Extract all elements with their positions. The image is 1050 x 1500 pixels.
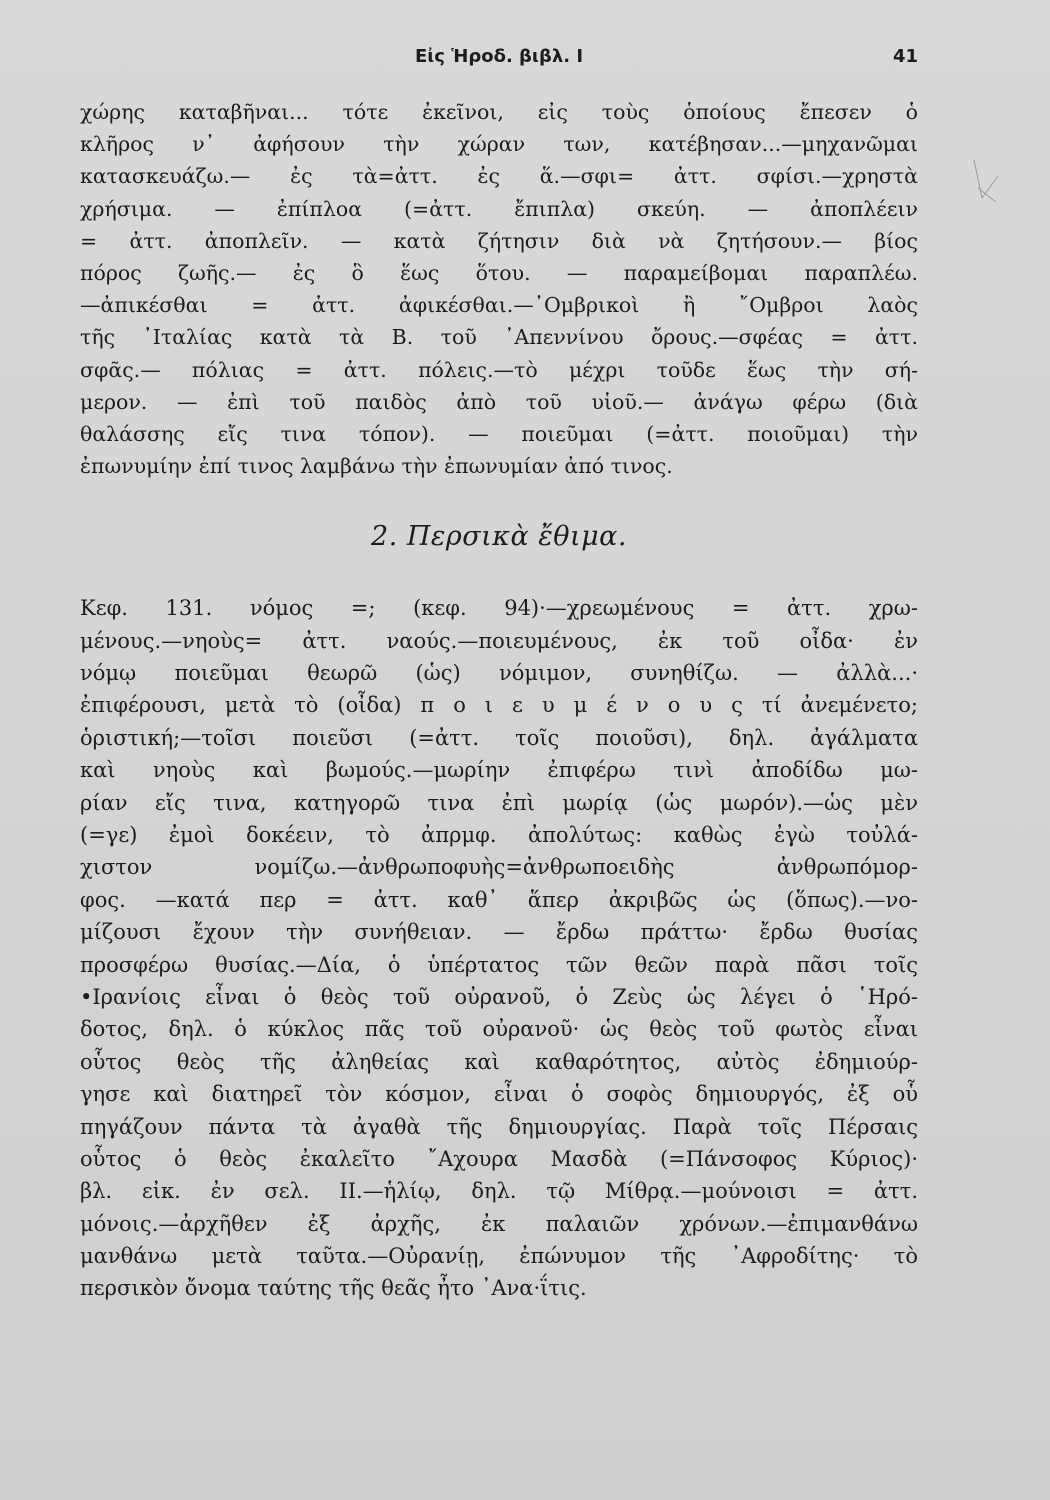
commentary-paragraph-1 <box>80 96 918 482</box>
running-title: Εἰς Ἡροδ. βιβλ. I <box>414 46 584 67</box>
text-line: πηγάζουν πάντα τὰ ἀγαθὰ τῆς δημιουργίας. Παρὰ τοῖς Πέρσαις <box>80 1114 918 1139</box>
text-line: —ἀπικέσθαι = ἀττ. ἀφικέσθαι.—᾽Ομβρικοὶ ἢ ῎Ομβροι λαὸς <box>80 293 918 318</box>
text-line: χρήσιμα. — ἐπίπλοα (=ἀττ. ἔπιπλα) σκεύη. — ἀποπλέειν <box>80 196 918 221</box>
text-line: βλ. εἰκ. ἐν σελ. II.—ἡλίῳ, δηλ. τῷ Μίθρᾳ.—μούνοισι = ἀττ. <box>80 1179 918 1204</box>
text-line: τῆς ᾽Ιταλίας κατὰ τὰ Β. τοῦ ᾽Απεννίνου ὄρους.—σφέας = ἀττ. <box>80 325 918 350</box>
text-line: μανθάνω μετὰ ταῦτα.—Οὐρανίῃ, ἐπώνυμον τῆς ᾽Αφροδίτης· τὸ <box>80 1244 918 1269</box>
text-line: οὗτος θεὸς τῆς ἀληθείας καὶ καθαρότητος, αὐτὸς ἐδημιούρ- <box>80 1049 918 1074</box>
text-line: ἐπιφέρουσι, μετὰ τὸ (οἶδα) π ο ι ε υ μ έ ν ο υ ς τί ἀνεμένετο; <box>80 693 918 718</box>
text-line: πόρος ζωῆς.— ἐς ὃ ἕως ὅτου. — παραμείβομαι παραπλέω. <box>80 260 918 285</box>
text-line: καὶ νηοὺς καὶ βωμούς.—μωρίην ἐπιφέρω τινὶ ἀποδίδω μω- <box>80 758 918 783</box>
text-line: περσικὸν ὄνομα ταύτης τῆς θεᾶς ἦτο ᾽Ανα·ΐτις. <box>80 1276 587 1301</box>
page-header <box>80 46 918 74</box>
page-body <box>80 96 918 1305</box>
commentary-paragraph-2 <box>80 592 918 1305</box>
text-line: ὁριστική;—τοῖσι ποιεῦσι (=ἀττ. τοῖς ποιοῦσι), δηλ. ἀγάλματα <box>80 725 918 750</box>
text-line: ρίαν εἴς τινα, κατηγορῶ τινα ἐπὶ μωρίᾳ (ὡς μωρόν).—ὡς μὲν <box>80 790 918 815</box>
text-line: ἐπωνυμίην ἐπί τινος λαμβάνω τὴν ἐπωνυμίαν ἀπό τινος. <box>80 454 673 479</box>
text-line: μόνοις.—ἀρχῆθεν ἐξ ἀρχῆς, ἐκ παλαιῶν χρόνων.—ἐπιμανθάνω <box>80 1211 918 1236</box>
page-number: 41 <box>892 46 918 67</box>
text-line: μερον. — ἐπὶ τοῦ παιδὸς ἀπὸ τοῦ υἱοῦ.— ἀνάγω φέρω (διὰ <box>80 389 918 414</box>
text-line: νόμῳ ποιεῦμαι θεωρῶ (ὡς) νόμιμον, συνηθίζω. — ἀλλὰ...· <box>80 661 918 686</box>
text-line: Κεφ. 131. νόμος =; (κεφ. 94)·—χρεωμένους = ἀττ. χρω- <box>80 596 918 621</box>
text-line: = ἀττ. ἀποπλεῖν. — κατὰ ζήτησιν διὰ νὰ ζητήσουν.— βίος <box>80 228 918 253</box>
text-line: μένους.—νηοὺς= ἀττ. ναούς.—ποιευμένους, ἐκ τοῦ οἶδα· ἐν <box>80 628 918 653</box>
text-line: φος. —κατά περ = ἀττ. καθ᾽ ἅπερ ἀκριβῶς ὡς (ὅπως).—νο- <box>80 887 918 912</box>
text-line: (=γε) ἐμοὶ δοκέειν, τὸ ἀπρμφ. ἀπολύτως: καθὼς ἐγὼ τοὐλά- <box>80 822 918 847</box>
text-line: σφᾶς.— πόλιας = ἀττ. πόλεις.—τὸ μέχρι τοῦδε ἕως τὴν σή- <box>80 357 918 382</box>
text-line: οὗτος ὁ θεὸς ἐκαλεῖτο ῎Αχουρα Μασδὰ (=Πάνσοφος Κύριος)· <box>80 1146 918 1171</box>
text-line: κλῆρος ν᾽ ἀφήσουν τὴν χώραν των, κατέβησαν...—μηχανῶμαι <box>80 132 918 157</box>
text-line: χώρης καταβῆναι... τότε ἐκεῖνοι, εἰς τοὺς ὁποίους ἔπεσεν ὁ <box>80 100 918 124</box>
text-line: μίζουσι ἔχουν τὴν συνήθειαν. — ἔρδω πράττω· ἔρδω θυσίας <box>80 920 918 945</box>
text-line: χιστον νομίζω.—ἀνθρωποφυὴς=ἀνθρωποειδὴς ἀνθρωπόμορ- <box>80 855 918 880</box>
text-line: •Ιρανίοις εἶναι ὁ θεὸς τοῦ οὐρανοῦ, ὁ Ζεὺς ὡς λέγει ὁ ῾Ηρό- <box>80 984 918 1009</box>
pencil-mark-icon <box>968 158 1004 208</box>
section-heading: 2. Περσικὰ ἔθιμα. <box>371 521 627 553</box>
text-line: δοτος, δηλ. ὁ κύκλος πᾶς τοῦ οὐρανοῦ· ὡς θεὸς τοῦ φωτὸς εἶναι <box>80 1017 918 1042</box>
text-line: γησε καὶ διατηρεῖ τὸν κόσμον, εἶναι ὁ σοφὸς δημιουργός, ἐξ οὗ <box>80 1082 918 1107</box>
text-line: προσφέρω θυσίας.—Δία, ὁ ὑπέρτατος τῶν θεῶν παρὰ πᾶσι τοῖς <box>80 952 918 977</box>
text-line: θαλάσσης εἴς τινα τόπον). — ποιεῦμαι (=ἀττ. ποιοῦμαι) τὴν <box>80 421 918 446</box>
text-line: κατασκευάζω.— ἐς τὰ=ἀττ. ἐς ἅ.—σφι= ἀττ. σφίσι.—χρηστὰ <box>80 164 918 189</box>
